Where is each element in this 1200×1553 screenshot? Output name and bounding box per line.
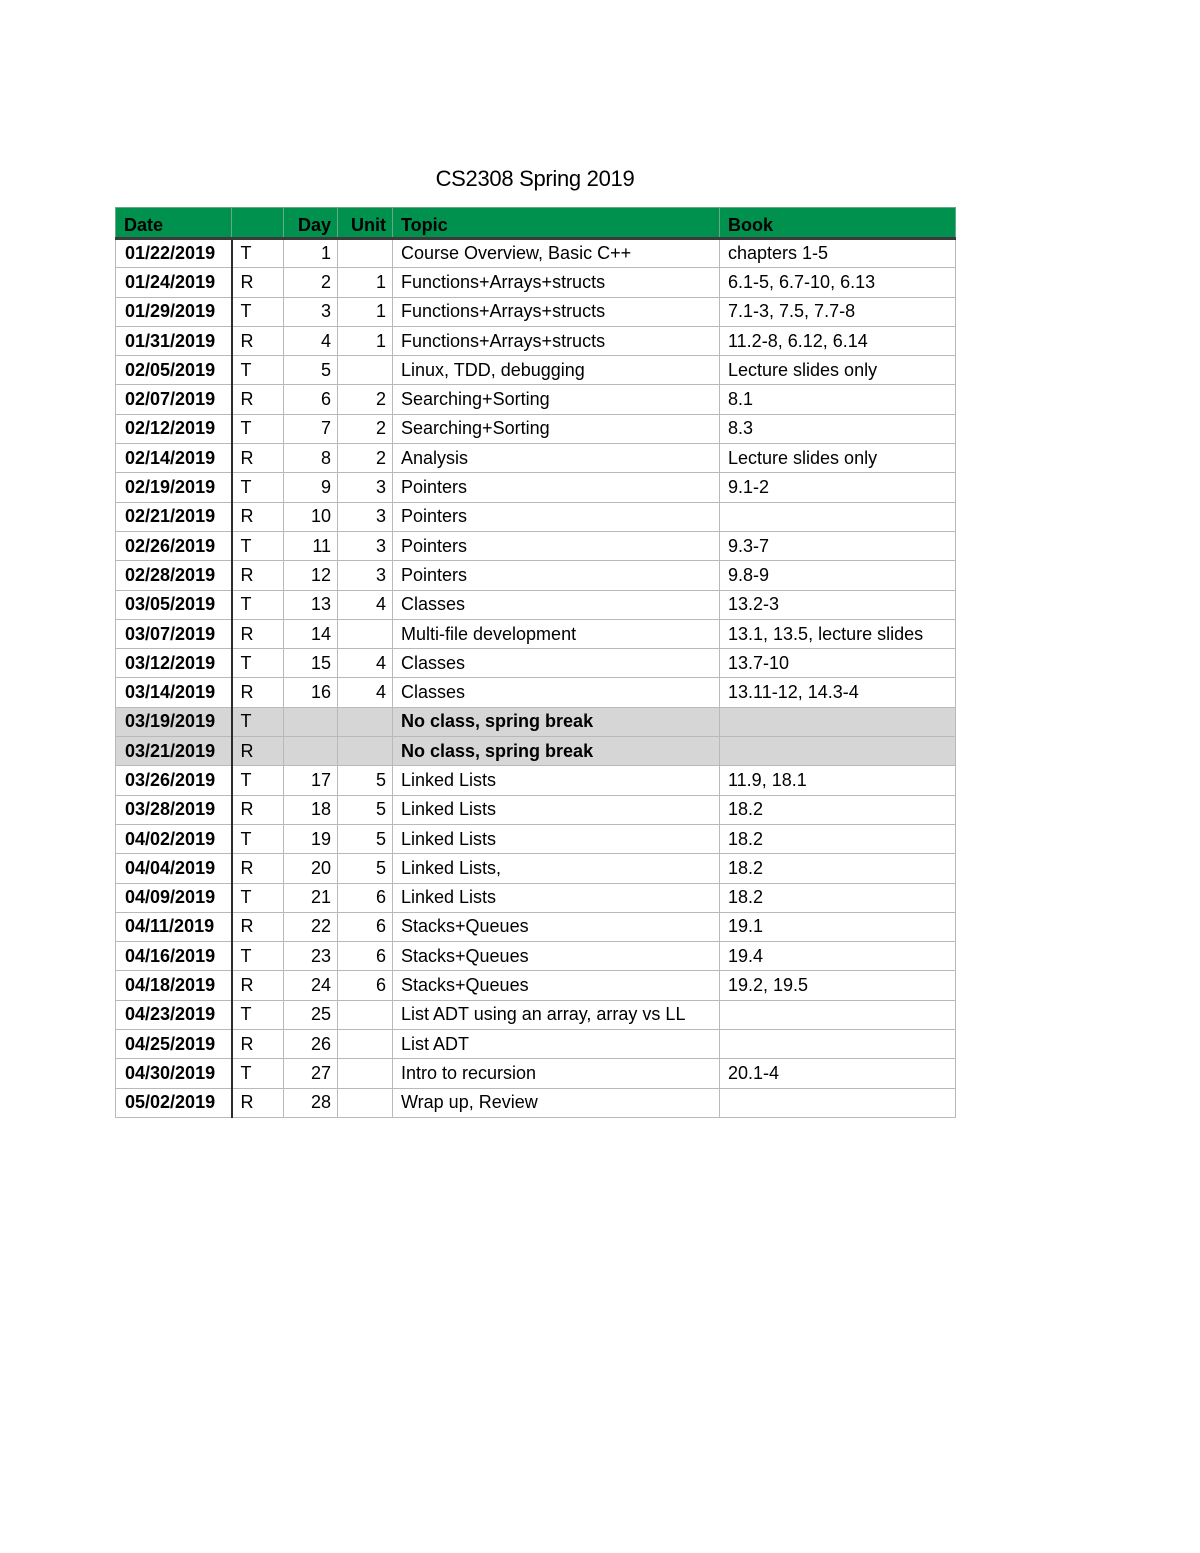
cell-book: 19.2, 19.5 <box>720 971 956 1000</box>
table-row <box>116 737 956 766</box>
cell-unit <box>338 356 393 385</box>
cell-unit: 1 <box>338 268 393 297</box>
cell-weekday: T <box>232 942 284 971</box>
cell-day: 16 <box>284 678 338 707</box>
cell-day: 18 <box>284 795 338 824</box>
cell-book <box>720 1000 956 1029</box>
cell-weekday: R <box>232 619 284 648</box>
cell-date: 02/07/2019 <box>116 385 232 414</box>
cell-weekday: T <box>232 356 284 385</box>
cell-day: 11 <box>284 531 338 560</box>
cell-book: 11.9, 18.1 <box>720 766 956 795</box>
cell-book: Lecture slides only <box>720 444 956 473</box>
column-header-weekday <box>232 208 284 239</box>
cell-unit: 1 <box>338 297 393 326</box>
table-row <box>116 854 956 883</box>
cell-day: 9 <box>284 473 338 502</box>
cell-date: 04/09/2019 <box>116 883 232 912</box>
cell-topic: Searching+Sorting <box>393 385 720 414</box>
cell-day: 28 <box>284 1088 338 1117</box>
cell-book: 13.2-3 <box>720 590 956 619</box>
cell-weekday: T <box>232 473 284 502</box>
cell-weekday: R <box>232 912 284 941</box>
cell-book: 13.11-12, 14.3-4 <box>720 678 956 707</box>
cell-date: 04/18/2019 <box>116 971 232 1000</box>
cell-book: 8.1 <box>720 385 956 414</box>
cell-book: 9.3-7 <box>720 531 956 560</box>
document-title: CS2308 Spring 2019 <box>435 166 635 191</box>
cell-book: 19.4 <box>720 942 956 971</box>
cell-unit: 3 <box>338 531 393 560</box>
cell-unit: 5 <box>338 824 393 853</box>
table-row <box>116 502 956 531</box>
cell-book: chapters 1-5 <box>720 239 956 268</box>
cell-date: 03/28/2019 <box>116 795 232 824</box>
cell-day: 26 <box>284 1030 338 1059</box>
cell-topic: Linked Lists, <box>393 854 720 883</box>
column-header-book: Book <box>720 208 956 239</box>
cell-date: 04/23/2019 <box>116 1000 232 1029</box>
table-row <box>116 268 956 297</box>
cell-weekday: T <box>232 297 284 326</box>
cell-weekday: T <box>232 590 284 619</box>
cell-topic: Pointers <box>393 531 720 560</box>
cell-topic: Linked Lists <box>393 795 720 824</box>
column-header-day: Day <box>284 208 338 239</box>
table-row <box>116 1030 956 1059</box>
cell-topic: Stacks+Queues <box>393 912 720 941</box>
cell-unit: 2 <box>338 444 393 473</box>
cell-topic: Stacks+Queues <box>393 942 720 971</box>
cell-topic: Linux, TDD, debugging <box>393 356 720 385</box>
table-row <box>116 385 956 414</box>
cell-weekday: T <box>232 1059 284 1088</box>
table-row <box>116 356 956 385</box>
cell-weekday: R <box>232 268 284 297</box>
cell-unit: 6 <box>338 942 393 971</box>
table-row <box>116 239 956 268</box>
cell-date: 02/05/2019 <box>116 356 232 385</box>
cell-unit: 2 <box>338 414 393 443</box>
cell-day: 14 <box>284 619 338 648</box>
cell-topic: Stacks+Queues <box>393 971 720 1000</box>
cell-unit <box>338 619 393 648</box>
cell-weekday: T <box>232 649 284 678</box>
cell-book: 9.1-2 <box>720 473 956 502</box>
cell-unit: 6 <box>338 912 393 941</box>
column-header-unit: Unit <box>338 208 393 239</box>
cell-day <box>284 737 338 766</box>
cell-weekday: R <box>232 1030 284 1059</box>
cell-day: 22 <box>284 912 338 941</box>
cell-book <box>720 707 956 736</box>
table-row <box>116 590 956 619</box>
cell-unit <box>338 1059 393 1088</box>
cell-topic: Wrap up, Review <box>393 1088 720 1117</box>
cell-date: 03/12/2019 <box>116 649 232 678</box>
cell-unit: 3 <box>338 502 393 531</box>
cell-book: 8.3 <box>720 414 956 443</box>
cell-date: 03/26/2019 <box>116 766 232 795</box>
cell-unit <box>338 1000 393 1029</box>
cell-unit: 6 <box>338 971 393 1000</box>
cell-topic: Searching+Sorting <box>393 414 720 443</box>
cell-weekday: R <box>232 737 284 766</box>
cell-weekday: T <box>232 1000 284 1029</box>
cell-unit: 4 <box>338 678 393 707</box>
cell-day: 12 <box>284 561 338 590</box>
cell-weekday: R <box>232 385 284 414</box>
cell-weekday: R <box>232 854 284 883</box>
cell-date: 01/31/2019 <box>116 326 232 355</box>
cell-date: 05/02/2019 <box>116 1088 232 1117</box>
cell-book: 18.2 <box>720 824 956 853</box>
cell-weekday: R <box>232 444 284 473</box>
cell-day: 15 <box>284 649 338 678</box>
column-header-date: Date <box>116 208 232 239</box>
cell-book: 19.1 <box>720 912 956 941</box>
cell-book: 7.1-3, 7.5, 7.7-8 <box>720 297 956 326</box>
cell-unit: 5 <box>338 795 393 824</box>
cell-book: 9.8-9 <box>720 561 956 590</box>
cell-book: 18.2 <box>720 883 956 912</box>
cell-unit <box>338 737 393 766</box>
cell-weekday: R <box>232 795 284 824</box>
schedule-body <box>116 239 956 1118</box>
cell-date: 03/05/2019 <box>116 590 232 619</box>
cell-weekday: R <box>232 502 284 531</box>
cell-day: 10 <box>284 502 338 531</box>
cell-weekday: T <box>232 707 284 736</box>
cell-date: 01/29/2019 <box>116 297 232 326</box>
cell-date: 02/12/2019 <box>116 414 232 443</box>
cell-day: 20 <box>284 854 338 883</box>
cell-date: 04/11/2019 <box>116 912 232 941</box>
table-row <box>116 649 956 678</box>
cell-day: 6 <box>284 385 338 414</box>
cell-book: 6.1-5, 6.7-10, 6.13 <box>720 268 956 297</box>
table-row <box>116 678 956 707</box>
cell-weekday: T <box>232 531 284 560</box>
cell-unit <box>338 707 393 736</box>
cell-date: 04/25/2019 <box>116 1030 232 1059</box>
cell-topic: Intro to recursion <box>393 1059 720 1088</box>
column-header-topic: Topic <box>393 208 720 239</box>
cell-topic: Linked Lists <box>393 766 720 795</box>
cell-unit: 2 <box>338 385 393 414</box>
cell-weekday: R <box>232 971 284 1000</box>
cell-topic: No class, spring break <box>393 737 720 766</box>
cell-topic: Multi-file development <box>393 619 720 648</box>
table-row <box>116 473 956 502</box>
cell-date: 02/19/2019 <box>116 473 232 502</box>
table-row <box>116 619 956 648</box>
cell-topic: Linked Lists <box>393 824 720 853</box>
cell-day: 5 <box>284 356 338 385</box>
cell-unit: 4 <box>338 649 393 678</box>
cell-book <box>720 502 956 531</box>
cell-book: Lecture slides only <box>720 356 956 385</box>
table-row <box>116 531 956 560</box>
cell-day: 25 <box>284 1000 338 1029</box>
cell-weekday: T <box>232 824 284 853</box>
cell-topic: Pointers <box>393 561 720 590</box>
cell-date: 02/28/2019 <box>116 561 232 590</box>
cell-day: 7 <box>284 414 338 443</box>
cell-day: 3 <box>284 297 338 326</box>
cell-date: 01/22/2019 <box>116 239 232 268</box>
cell-date: 04/30/2019 <box>116 1059 232 1088</box>
cell-date: 02/26/2019 <box>116 531 232 560</box>
cell-topic: Classes <box>393 590 720 619</box>
cell-topic: Functions+Arrays+structs <box>393 297 720 326</box>
table-row <box>116 414 956 443</box>
cell-date: 03/21/2019 <box>116 737 232 766</box>
cell-date: 04/02/2019 <box>116 824 232 853</box>
cell-day: 24 <box>284 971 338 1000</box>
cell-date: 03/14/2019 <box>116 678 232 707</box>
cell-unit: 5 <box>338 854 393 883</box>
cell-date: 02/14/2019 <box>116 444 232 473</box>
cell-date: 03/07/2019 <box>116 619 232 648</box>
cell-day: 4 <box>284 326 338 355</box>
cell-book: 13.7-10 <box>720 649 956 678</box>
cell-unit: 3 <box>338 561 393 590</box>
cell-unit <box>338 1030 393 1059</box>
cell-day <box>284 707 338 736</box>
cell-day: 1 <box>284 239 338 268</box>
table-row <box>116 766 956 795</box>
table-row <box>116 561 956 590</box>
table-row <box>116 1088 956 1117</box>
table-row <box>116 795 956 824</box>
cell-book: 18.2 <box>720 854 956 883</box>
cell-day: 2 <box>284 268 338 297</box>
cell-day: 17 <box>284 766 338 795</box>
cell-topic: List ADT using an array, array vs LL <box>393 1000 720 1029</box>
cell-unit <box>338 239 393 268</box>
table-row <box>116 942 956 971</box>
cell-unit: 5 <box>338 766 393 795</box>
table-row <box>116 297 956 326</box>
cell-day: 13 <box>284 590 338 619</box>
cell-day: 23 <box>284 942 338 971</box>
header-row <box>116 208 956 239</box>
cell-topic: Course Overview, Basic C++ <box>393 239 720 268</box>
cell-unit: 6 <box>338 883 393 912</box>
cell-topic: No class, spring break <box>393 707 720 736</box>
table-row <box>116 1059 956 1088</box>
cell-day: 8 <box>284 444 338 473</box>
cell-day: 19 <box>284 824 338 853</box>
cell-date: 03/19/2019 <box>116 707 232 736</box>
table-row <box>116 326 956 355</box>
cell-book: 18.2 <box>720 795 956 824</box>
cell-weekday: R <box>232 561 284 590</box>
cell-date: 04/16/2019 <box>116 942 232 971</box>
cell-book: 13.1, 13.5, lecture slides <box>720 619 956 648</box>
cell-topic: Classes <box>393 649 720 678</box>
cell-weekday: R <box>232 326 284 355</box>
cell-unit: 1 <box>338 326 393 355</box>
cell-topic: Pointers <box>393 502 720 531</box>
table-row <box>116 912 956 941</box>
cell-book <box>720 737 956 766</box>
cell-book <box>720 1030 956 1059</box>
cell-topic: Functions+Arrays+structs <box>393 326 720 355</box>
cell-weekday: T <box>232 883 284 912</box>
cell-unit: 4 <box>338 590 393 619</box>
cell-unit <box>338 1088 393 1117</box>
cell-date: 01/24/2019 <box>116 268 232 297</box>
table-row <box>116 883 956 912</box>
cell-day: 27 <box>284 1059 338 1088</box>
cell-topic: Analysis <box>393 444 720 473</box>
cell-unit: 3 <box>338 473 393 502</box>
cell-book <box>720 1088 956 1117</box>
cell-weekday: T <box>232 414 284 443</box>
table-row <box>116 707 956 736</box>
cell-weekday: T <box>232 239 284 268</box>
table-row <box>116 444 956 473</box>
cell-book: 20.1-4 <box>720 1059 956 1088</box>
cell-date: 02/21/2019 <box>116 502 232 531</box>
cell-topic: Pointers <box>393 473 720 502</box>
table-row <box>116 824 956 853</box>
cell-weekday: R <box>232 1088 284 1117</box>
cell-day: 21 <box>284 883 338 912</box>
schedule-table <box>115 207 956 1118</box>
cell-topic: Linked Lists <box>393 883 720 912</box>
cell-date: 04/04/2019 <box>116 854 232 883</box>
table-row <box>116 971 956 1000</box>
cell-topic: Functions+Arrays+structs <box>393 268 720 297</box>
table-row <box>116 1000 956 1029</box>
cell-weekday: T <box>232 766 284 795</box>
cell-book: 11.2-8, 6.12, 6.14 <box>720 326 956 355</box>
cell-topic: List ADT <box>393 1030 720 1059</box>
cell-topic: Classes <box>393 678 720 707</box>
cell-weekday: R <box>232 678 284 707</box>
